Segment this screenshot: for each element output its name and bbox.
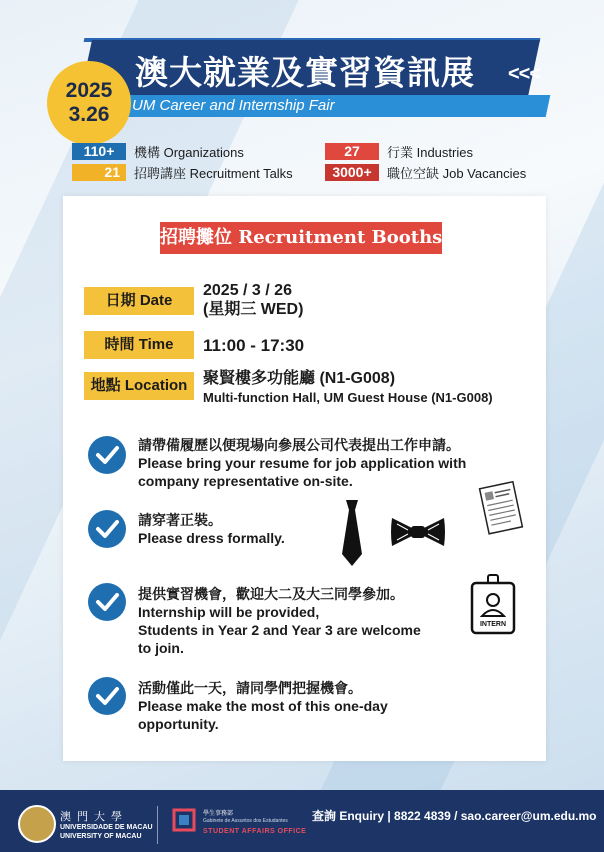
- stat-organizations: [72, 143, 244, 160]
- stat-label: 行業 Industries: [387, 145, 473, 160]
- stat-label: 機構 Organizations: [134, 145, 244, 160]
- university-name-english: UNIVERSITY OF MACAU: [60, 833, 142, 840]
- intern-badge-icon: [470, 574, 516, 636]
- time-label: 時間 Time: [84, 331, 194, 359]
- stat-number: 21: [72, 164, 126, 181]
- chevron-left-icon: <<<: [508, 63, 541, 85]
- stat-number: 27: [325, 143, 379, 160]
- checkmark-icon: [88, 583, 126, 621]
- necktie-icon: [338, 498, 366, 568]
- checkmark-icon: [88, 436, 126, 474]
- notice-en: to join.: [138, 640, 184, 656]
- notice-en: Please dress formally.: [138, 530, 285, 546]
- checkmark-icon: [88, 510, 126, 548]
- location-value-en: Multi-function Hall, UM Guest House (N1-G008): [203, 390, 493, 405]
- event-title-zh: 澳大就業及實習資訊展: [135, 54, 475, 91]
- dress-code-notice: [138, 511, 285, 547]
- stat-label: 招聘講座 Recruitment Talks: [134, 166, 293, 181]
- notice-zh: 請帶備履歷以便現場向參展公司代表提出工作申請。: [138, 437, 460, 453]
- location-value: [203, 369, 493, 407]
- university-name-pt: UNIVERSIDADE DE MACAU: [60, 824, 153, 831]
- stat-industries: [325, 143, 473, 160]
- location-label: 地點 Location: [84, 372, 194, 400]
- date-value-line: 2025 / 3 / 26: [203, 282, 292, 299]
- bow-tie-icon: [388, 512, 448, 552]
- date-label: 日期 Date: [84, 287, 194, 315]
- location-value-zh: 聚賢樓多功能廳 (N1-G008): [203, 370, 396, 387]
- enquiry-contact: 查詢 Enquiry | 8822 4839 / sao.career@um.edu.mo: [312, 809, 597, 823]
- sao-name-pt: Gabinete de Assuntos dos Estudantes: [203, 818, 288, 824]
- notice-en: Internship will be provided,: [138, 604, 320, 620]
- sao-logo-icon: [172, 808, 196, 834]
- stat-job-vacancies: [325, 164, 526, 181]
- resume-document-icon: [474, 480, 526, 536]
- footer-divider: [157, 806, 158, 844]
- weekday-value: (星期三 WED): [203, 301, 304, 318]
- notice-en: Please bring your resume for job application with: [138, 455, 467, 471]
- date-value: [203, 281, 303, 319]
- notice-zh: 請穿著正裝。: [138, 512, 222, 528]
- notice-en: Please make the most of this one-day: [138, 698, 388, 714]
- time-value: 11:00 - 17:30: [203, 336, 305, 355]
- stat-number: 3000+: [325, 164, 379, 181]
- recruitment-booths-label: 招聘攤位 Recruitment Booths: [160, 222, 442, 254]
- event-title-en: UM Career and Internship Fair: [132, 97, 335, 114]
- stat-number: 110+: [72, 143, 126, 160]
- notice-en: opportunity.: [138, 716, 219, 732]
- stat-label: 職位空缺 Job Vacancies: [387, 166, 527, 181]
- sao-name-zh: 學生事務部: [203, 811, 234, 817]
- event-day: 3.26: [68, 103, 110, 126]
- university-name-zh: 澳門大學: [60, 811, 128, 823]
- stat-recruitment-talks: [72, 164, 293, 181]
- checkmark-icon: [88, 677, 126, 715]
- university-name-en: [60, 823, 153, 841]
- intern-badge-label: INTERN: [479, 621, 507, 628]
- event-year: 2025: [65, 79, 113, 102]
- notice-en: Students in Year 2 and Year 3 are welcome: [138, 622, 421, 638]
- sao-name-en: STUDENT AFFAIRS OFFICE: [203, 828, 307, 835]
- university-crest-icon: [18, 805, 56, 843]
- one-day-notice: [138, 679, 388, 733]
- notice-zh: 活動僅此一天，請同學們把握機會。: [138, 680, 362, 696]
- notice-en: company representative on-site.: [138, 473, 353, 489]
- resume-notice: [138, 436, 466, 490]
- event-date-badge: [47, 61, 131, 145]
- notice-zh: 提供實習機會，歡迎大二及大三同學參加。: [138, 586, 404, 602]
- internship-notice: [138, 585, 421, 657]
